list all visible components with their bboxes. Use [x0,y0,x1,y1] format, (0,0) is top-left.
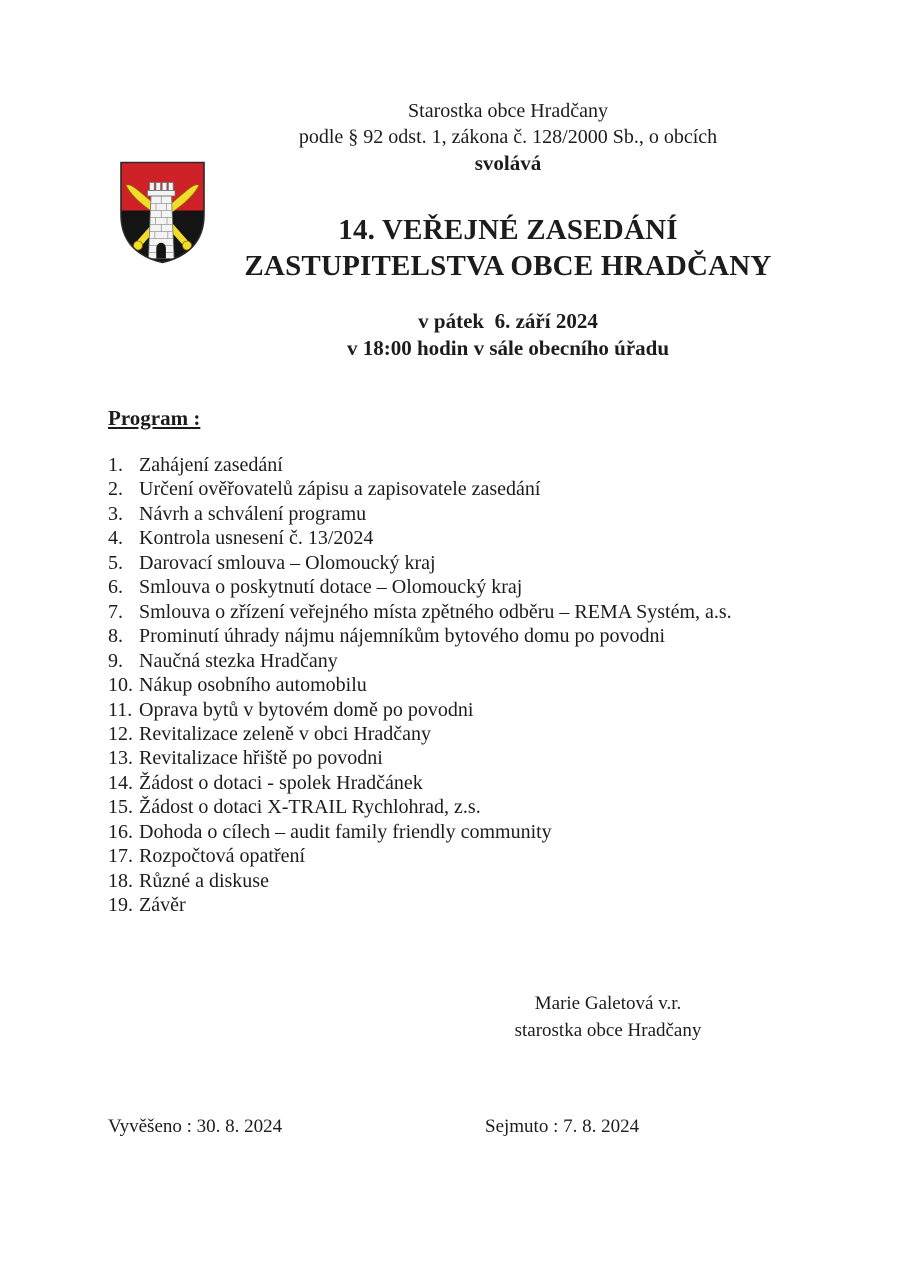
signatory-role: starostka obce Hradčany [514,1020,702,1041]
program-item-text: Závěr [139,894,186,917]
signature-block [458,990,758,1044]
program-item [108,771,838,795]
program-item-text: Určení ověřovatelů zápisu a zapisovatele zasedání [139,478,541,501]
program-item-number: 12. [108,722,133,745]
document-title-line2: ZASTUPITELSTVA OBCE HRADČANY [244,250,772,282]
program-item [108,502,838,526]
program-item-text: Zahájení zasedání [139,454,283,476]
program-item-text: Prominutí úhrady nájmu nájemníkům bytového domu po povodni [139,625,666,648]
program-item-number: 11. [108,698,133,721]
program-item-number: 5. [108,551,123,574]
program-item [108,722,838,746]
program-item [108,820,838,844]
program-item-number: 7. [108,600,123,623]
program-item-text: Žádost o dotaci - spolek Hradčánek [139,771,423,794]
program-item-text: Naučná stezka Hradčany [139,649,338,672]
program-item-number: 17. [108,845,133,868]
program-item [108,453,838,477]
program-item [108,698,838,722]
program-item-number: 4. [108,527,123,550]
removed-date: Sejmuto : 7. 8. 2024 [485,1116,640,1137]
program-list [108,453,838,918]
program-item-number: 10. [108,674,133,697]
program-item-text: Dohoda o cílech – audit family friendly community [139,820,552,843]
program-item-number: 3. [108,502,123,525]
program-item-text: Kontrola usnesení č. 13/2024 [139,527,374,550]
program-item-text: Smlouva o zřízení veřejného místa zpětného odběru – REMA Systém, a.s. [139,600,732,623]
title-block [108,212,900,284]
program-item-number: 1. [108,454,123,476]
program-item-number: 8. [108,625,123,648]
header-block [108,98,900,362]
program-item [108,526,838,550]
program-item-number: 15. [108,796,133,819]
signatory-name: Marie Galetová v.r. [534,993,682,1014]
program-item [108,477,838,501]
meeting-time-place: v 18:00 hodin v sále obecního úřadu [346,336,670,360]
program-item [108,600,838,624]
convenes-line: svolává [474,151,542,175]
program-item [108,575,838,599]
program-item-number: 19. [108,894,133,917]
program-item-text: Návrh a schválení programu [139,502,367,525]
program-item [108,869,838,893]
program-item-text: Smlouva o poskytnutí dotace – Olomoucký kraj [139,576,523,599]
program-heading: Program : [108,406,201,430]
program-item-number: 9. [108,649,123,672]
program-item-number: 6. [108,576,123,599]
program-item-number: 2. [108,478,123,501]
program-item-text: Různé a diskuse [139,869,269,892]
program-item-text: Revitalizace zeleně v obci Hradčany [139,722,432,745]
posted-date: Vyvěšeno : 30. 8. 2024 [108,1116,283,1137]
program-item [108,551,838,575]
program-item-text: Rozpočtová opatření [139,845,306,868]
legal-basis-line: podle § 92 odst. 1, zákona č. 128/2000 Sb., o obcích [298,126,718,148]
program-item-text: Nákup osobního automobilu [139,674,367,697]
program-item [108,624,838,648]
program-item-text: Oprava bytů v bytovém domě po povodni [139,698,474,721]
date-block [108,308,900,362]
document-title-line1: 14. VEŘEJNÉ ZASEDÁNÍ [338,214,678,246]
program-item [108,893,838,917]
program-item-number: 18. [108,869,133,892]
program-item [108,673,838,697]
program-item [108,844,838,868]
meeting-date: v pátek 6. září 2024 [418,309,598,333]
program-item [108,649,838,673]
program-item [108,746,838,770]
program-item-text: Revitalizace hřiště po povodni [139,747,383,770]
issuer-line: Starostka obce Hradčany [408,100,608,122]
program-item [108,795,838,819]
program-item-number: 13. [108,747,133,770]
program-item-text: Darovací smlouva – Olomoucký kraj [139,551,436,574]
program-item-text: Žádost o dotaci X-TRAIL Rychlohrad, z.s. [139,796,481,819]
program-item-number: 14. [108,771,133,794]
program-item-number: 16. [108,820,133,843]
